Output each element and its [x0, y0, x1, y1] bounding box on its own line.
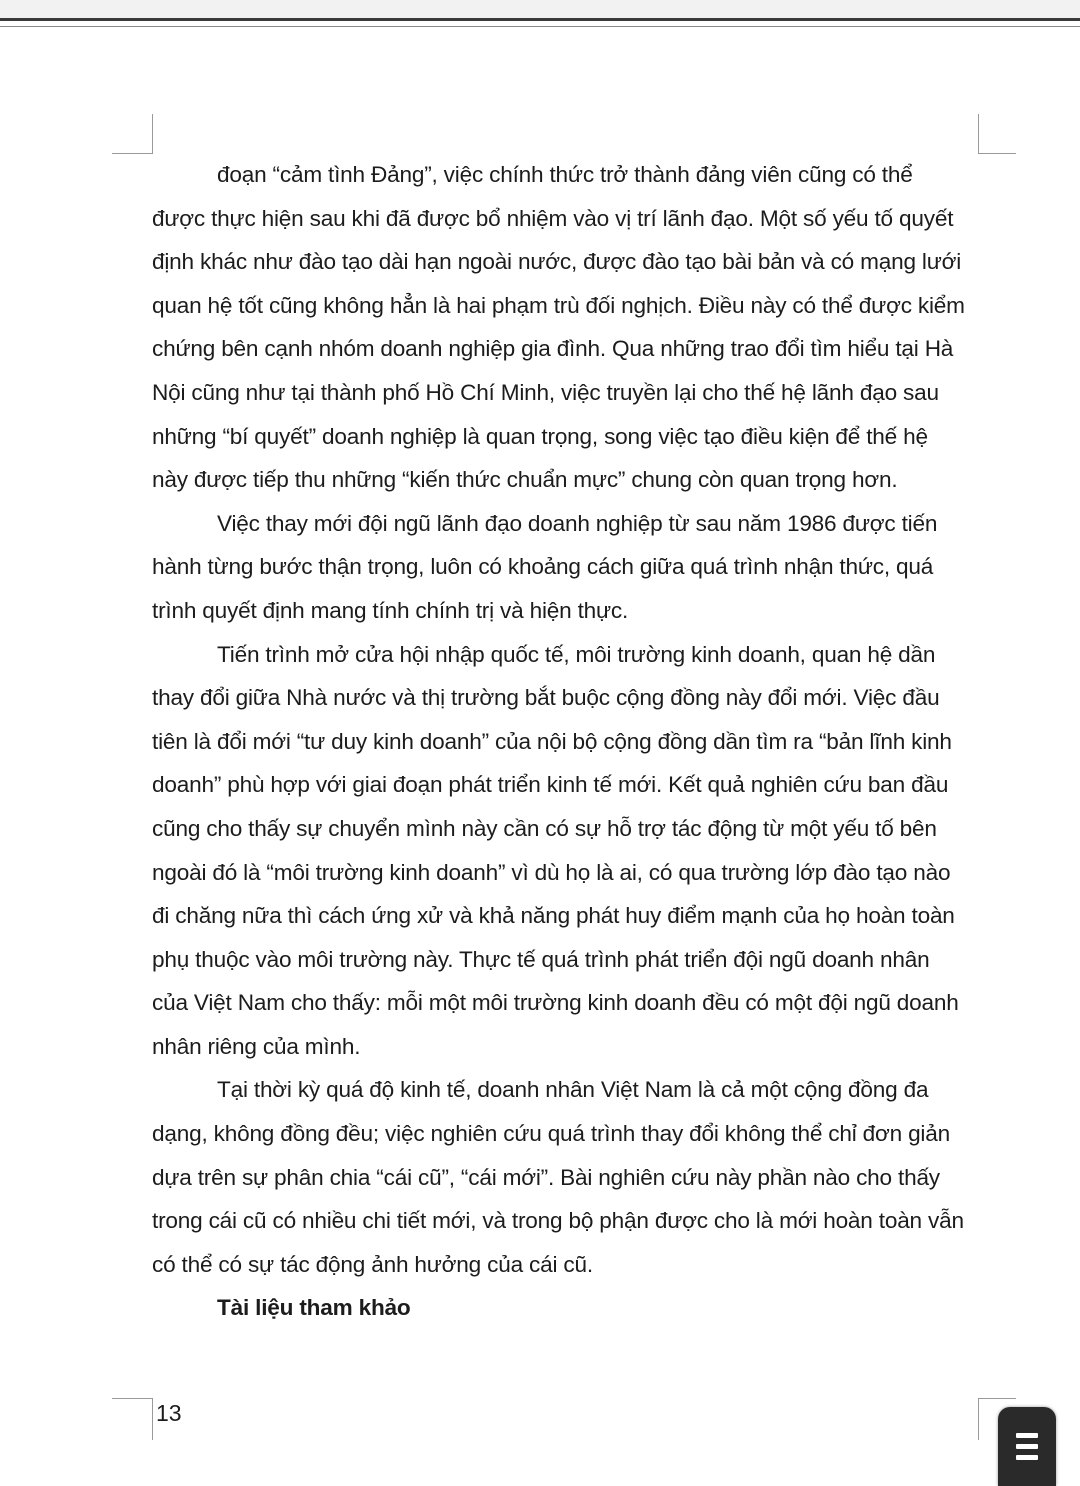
crop-mark-bottom-left [152, 1398, 153, 1440]
hamburger-menu-icon [1016, 1433, 1038, 1438]
section-heading-references: Tài liệu tham khảo [217, 1295, 411, 1321]
hamburger-menu-icon [1016, 1444, 1038, 1449]
crop-mark-top-left [112, 153, 152, 154]
crop-mark-top-left [152, 114, 153, 154]
crop-mark-bottom-left [112, 1398, 152, 1399]
paragraph: đoạn “cảm tình Đảng”, việc chính thức trở thành đảng viên cũng có thể được thực hiện sau khi đã được bổ nhiệm vào vị trí lãnh đạo. Một số yếu tố quyết định khác như đào tạo dài hạn ngoài nước, được đào tạo bài bản và có mạng lưới quan hệ tốt cũng không hẳn là hai phạm trù đối nghịch. Điều này có thể được kiểm chứng bên cạnh nhóm doanh nghiệp gia đình. Qua những trao đổi tìm hiểu tại Hà Nội cũng như tại thành phố Hồ Chí Minh, việc truyền lại cho thế hệ lãnh đạo sau những “bí quyết” doanh nghiệp là quan trọng, song việc tạo điều kiện để thế hệ này được tiếp thu những “kiến thức chuẩn mực” chung còn quan trọng hơn. [152, 162, 965, 493]
paragraph: Tiến trình mở cửa hội nhập quốc tế, môi trường kinh doanh, quan hệ dần thay đổi giữa Nhà nước và thị trường bắt buộc cộng đồng này đổi mới. Việc đầu tiên là đổi mới “tư duy kinh doanh” của nội bộ cộng đồng dần tìm ra “bản lĩnh kinh doanh” phù hợp với giai đoạn phát triển kinh tế mới. Kết quả nghiên cứu ban đầu cũng cho thấy sự chuyển mình này cần có sự hỗ trợ tác động từ một yếu tố bên ngoài đó là “môi trường kinh doanh” vì dù họ là ai, có qua trường lớp đào tạo nào đi chăng nữa thì cách ứng xử và khả năng phát huy điểm mạnh của họ hoàn toàn phụ thuộc vào môi trường này. Thực tế quá trình phát triển đội ngũ doanh nhân của Việt Nam cho thấy: mỗi một môi trường kinh doanh đều có một đội ngũ doanh nhân riêng của mình. [152, 641, 959, 1059]
crop-mark-top-right [978, 114, 979, 154]
paragraph: Việc thay mới đội ngũ lãnh đạo doanh nghiệp từ sau năm 1986 được tiến hành từng bước thận trọng, luôn có khoảng cách giữa quá trình nhận thức, quá trình quyết định mang tính chính trị và hiện thực. [152, 510, 938, 623]
crop-mark-top-right [978, 153, 1016, 154]
viewer-top-bar [0, 0, 1080, 21]
crop-mark-bottom-right [978, 1398, 1016, 1399]
document-body [152, 153, 967, 1330]
page-number: 13 [156, 1400, 182, 1426]
paragraph: Tại thời kỳ quá độ kinh tế, doanh nhân Việt Nam là cả một cộng đồng đa dạng, không đồng đều; việc nghiên cứu quá trình thay đổi không thể chỉ đơn giản dựa trên sự phân chia “cái cũ”, “cái mới”. Bài nghiên cứu này phần nào cho thấy trong cái cũ có nhiều chi tiết mới, và trong bộ phận được cho là mới hoàn toàn vẫn có thể có sự tác động ảnh hưởng của cái cũ. [152, 1077, 964, 1277]
hamburger-menu-icon [1016, 1455, 1038, 1460]
crop-mark-bottom-right [978, 1398, 979, 1440]
menu-button[interactable] [998, 1407, 1056, 1486]
